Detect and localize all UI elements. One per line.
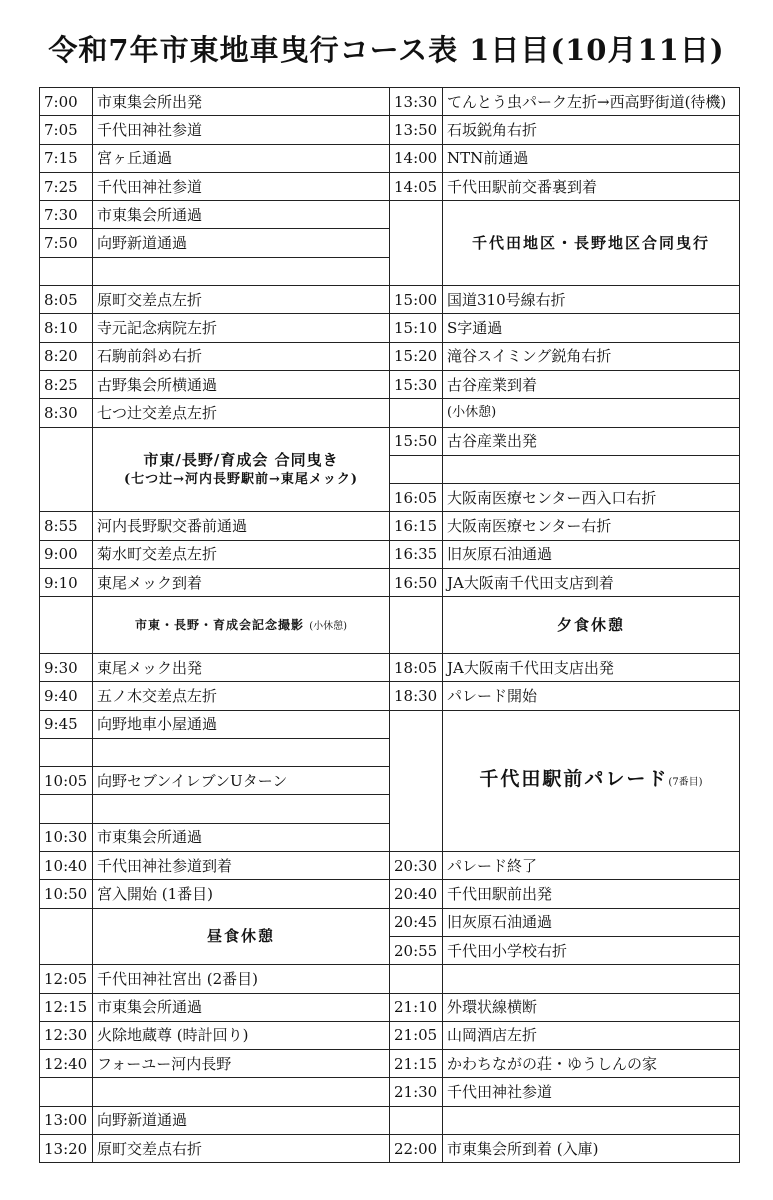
schedule-table (39, 87, 740, 1163)
table-row (40, 1134, 740, 1162)
empty-cell (40, 738, 93, 766)
event-cell: 宮ヶ丘通過 (93, 144, 390, 172)
event-cell: 市東集会所通過 (93, 993, 390, 1021)
event-cell: 千代田神社宮出 (2番目) (93, 965, 390, 993)
time-cell: 15:10 (390, 314, 443, 342)
empty-cell (390, 1106, 443, 1134)
time-cell: 20:30 (390, 852, 443, 880)
event-cell: 市東集会所出発 (93, 88, 390, 116)
event-cell: 河内長野駅交番前通過 (93, 512, 390, 540)
time-cell: 9:30 (40, 653, 93, 681)
event-cell: 旧灰原石油通過 (443, 540, 740, 568)
table-row (40, 965, 740, 993)
time-cell: 8:55 (40, 512, 93, 540)
time-cell: 13:20 (40, 1134, 93, 1162)
event-cell: 古野集会所横通過 (93, 370, 390, 398)
event-cell: 宮入開始 (1番目) (93, 880, 390, 908)
time-cell: 10:50 (40, 880, 93, 908)
time-cell: 7:00 (40, 88, 93, 116)
table-row (40, 314, 740, 342)
event-cell: 向野新道通過 (93, 229, 390, 257)
parade-label: 千代田駅前パレード (479, 767, 669, 790)
event-cell: 千代田駅前交番裏到着 (443, 172, 740, 200)
table-row (40, 710, 740, 738)
time-cell: 16:05 (390, 484, 443, 512)
time-cell: 16:15 (390, 512, 443, 540)
event-cell: 古谷産業出発 (443, 427, 740, 455)
time-cell: 16:35 (390, 540, 443, 568)
empty-time-cell (390, 201, 443, 286)
event-cell: 千代田神社参道 (93, 116, 390, 144)
lunch-break-label: 昼食休憩 (93, 908, 390, 965)
empty-cell (93, 1078, 390, 1106)
time-cell: 22:00 (390, 1134, 443, 1162)
joint-procession-cell (93, 427, 390, 512)
event-cell: 千代田小学校右折 (443, 936, 740, 964)
event-cell: JA大阪南千代田支店到着 (443, 569, 740, 597)
empty-cell (40, 795, 93, 823)
table-row (40, 540, 740, 568)
event-cell: 古谷産業到着 (443, 370, 740, 398)
table-row (40, 116, 740, 144)
event-cell: 千代田神社参道 (93, 172, 390, 200)
event-cell: 旧灰原石油通過 (443, 908, 740, 936)
joint-procession-title: 市東/長野/育成会 合同曳き (143, 450, 339, 469)
event-cell: 滝谷スイミング鋭角右折 (443, 342, 740, 370)
event-cell: パレード開始 (443, 682, 740, 710)
empty-cell (40, 1078, 93, 1106)
table-row (40, 653, 740, 681)
joint-procession-route: (七つ辻→河内長野駅前→東尾メック) (123, 471, 359, 487)
time-cell: 18:30 (390, 682, 443, 710)
time-cell: 13:50 (390, 116, 443, 144)
table-row (40, 852, 740, 880)
page-title: 令和7年市東地車曳行コース表 1日目(10月11日) (48, 33, 725, 67)
photo-session-note: (小休憩) (309, 620, 348, 632)
event-cell: 向野地車小屋通過 (93, 710, 390, 738)
table-row (40, 88, 740, 116)
event-cell: NTN前通過 (443, 144, 740, 172)
event-cell: 大阪南医療センター右折 (443, 512, 740, 540)
table-row (40, 682, 740, 710)
time-cell: 15:50 (390, 427, 443, 455)
empty-cell (390, 455, 443, 483)
table-row (40, 908, 740, 936)
table-row (40, 1078, 740, 1106)
time-cell: 14:00 (390, 144, 443, 172)
time-cell: 12:15 (40, 993, 93, 1021)
time-cell: 10:05 (40, 767, 93, 795)
time-cell: 12:30 (40, 1021, 93, 1049)
time-cell: 8:25 (40, 370, 93, 398)
time-cell: 21:30 (390, 1078, 443, 1106)
event-cell: 火除地蔵尊 (時計回り) (93, 1021, 390, 1049)
event-cell: S字通過 (443, 314, 740, 342)
empty-cell (93, 257, 390, 285)
table-row (40, 201, 740, 229)
time-cell: 9:45 (40, 710, 93, 738)
table-row (40, 1050, 740, 1078)
event-cell: 五ノ木交差点左折 (93, 682, 390, 710)
parade-order-note: (7番目) (668, 776, 703, 788)
event-cell: 七つ辻交差点左折 (93, 399, 390, 427)
event-cell: かわちながの荘・ゆうしんの家 (443, 1050, 740, 1078)
event-cell: 石駒前斜め右折 (93, 342, 390, 370)
table-row (40, 427, 740, 455)
time-cell: 8:20 (40, 342, 93, 370)
dinner-break-label: 夕食休憩 (443, 597, 740, 654)
time-cell: 10:40 (40, 852, 93, 880)
event-cell: パレード終了 (443, 852, 740, 880)
time-cell: 18:05 (390, 653, 443, 681)
empty-cell (40, 257, 93, 285)
event-cell: 原町交差点左折 (93, 286, 390, 314)
time-cell: 8:30 (40, 399, 93, 427)
joint-procession-label: 千代田地区・長野地区合同曳行 (443, 201, 740, 286)
table-row (40, 399, 740, 427)
time-cell: 10:30 (40, 823, 93, 851)
time-cell: 13:00 (40, 1106, 93, 1134)
event-cell: てんとう虫パーク左折→西高野街道(待機) (443, 88, 740, 116)
table-row (40, 993, 740, 1021)
event-cell: 国道310号線右折 (443, 286, 740, 314)
event-cell: 市東集会所通過 (93, 201, 390, 229)
time-cell: 20:45 (390, 908, 443, 936)
time-cell: 14:05 (390, 172, 443, 200)
empty-time-cell (390, 597, 443, 654)
event-cell: 外環状線横断 (443, 993, 740, 1021)
time-cell: 21:10 (390, 993, 443, 1021)
time-cell: 9:40 (40, 682, 93, 710)
event-cell: 市東集会所到着 (入庫) (443, 1134, 740, 1162)
event-cell: (小休憩) (443, 399, 740, 427)
time-cell: 16:50 (390, 569, 443, 597)
table-row (40, 1106, 740, 1134)
empty-cell (93, 738, 390, 766)
time-cell: 7:05 (40, 116, 93, 144)
empty-time-cell (390, 710, 443, 851)
time-cell: 7:25 (40, 172, 93, 200)
time-cell: 8:10 (40, 314, 93, 342)
time-cell: 15:00 (390, 286, 443, 314)
photo-session-cell (93, 597, 390, 654)
event-cell: JA大阪南千代田支店出発 (443, 653, 740, 681)
time-cell: 12:05 (40, 965, 93, 993)
table-row (40, 286, 740, 314)
empty-cell (443, 455, 740, 483)
time-cell: 21:05 (390, 1021, 443, 1049)
empty-time-cell (40, 908, 93, 965)
table-row (40, 880, 740, 908)
table-row (40, 1021, 740, 1049)
event-cell: 山岡酒店左折 (443, 1021, 740, 1049)
time-cell: 15:20 (390, 342, 443, 370)
event-cell: 千代田神社参道 (443, 1078, 740, 1106)
time-cell: 7:50 (40, 229, 93, 257)
event-cell: 寺元記念病院左折 (93, 314, 390, 342)
empty-time-cell (40, 427, 93, 512)
event-cell: 石坂鋭角右折 (443, 116, 740, 144)
event-cell: 向野セブンイレブンUターン (93, 767, 390, 795)
event-cell: 千代田神社参道到着 (93, 852, 390, 880)
table-row (40, 569, 740, 597)
table-row (40, 512, 740, 540)
empty-time-cell (40, 597, 93, 654)
photo-session-label: 市東・長野・育成会記念撮影 (134, 617, 304, 632)
event-cell: 菊水町交差点左折 (93, 540, 390, 568)
time-cell: 9:10 (40, 569, 93, 597)
empty-cell (443, 965, 740, 993)
empty-time-cell (390, 399, 443, 427)
parade-cell (443, 710, 740, 851)
event-cell: 千代田駅前出発 (443, 880, 740, 908)
event-cell: 市東集会所通過 (93, 823, 390, 851)
time-cell: 20:55 (390, 936, 443, 964)
table-row (40, 370, 740, 398)
event-cell: 原町交差点右折 (93, 1134, 390, 1162)
time-cell: 13:30 (390, 88, 443, 116)
table-row (40, 172, 740, 200)
event-cell: 大阪南医療センター西入口右折 (443, 484, 740, 512)
time-cell: 9:00 (40, 540, 93, 568)
empty-cell (443, 1106, 740, 1134)
table-row (40, 144, 740, 172)
time-cell: 21:15 (390, 1050, 443, 1078)
time-cell: 20:40 (390, 880, 443, 908)
empty-cell (390, 965, 443, 993)
time-cell: 12:40 (40, 1050, 93, 1078)
time-cell: 7:30 (40, 201, 93, 229)
table-row (40, 597, 740, 625)
time-cell: 15:30 (390, 370, 443, 398)
event-cell: 東尾メック到着 (93, 569, 390, 597)
event-cell: 東尾メック出発 (93, 653, 390, 681)
time-cell: 7:15 (40, 144, 93, 172)
empty-cell (93, 795, 390, 823)
table-row (40, 342, 740, 370)
event-cell: フォーユー河内長野 (93, 1050, 390, 1078)
time-cell: 8:05 (40, 286, 93, 314)
event-cell: 向野新道通過 (93, 1106, 390, 1134)
